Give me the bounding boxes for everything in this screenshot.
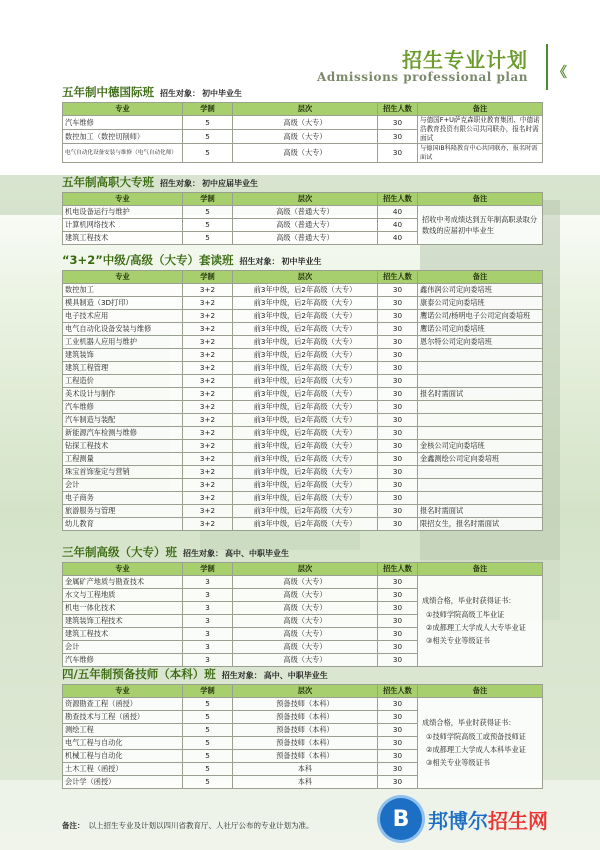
cell-level: 前3年中级，后2年高级（大专） <box>233 336 378 349</box>
cell-major: 工业机器人应用与维护 <box>63 336 183 349</box>
table-row <box>63 375 543 388</box>
cell-quota: 30 <box>378 763 418 776</box>
section-title: 五年制高职大专班 <box>62 175 154 189</box>
cell-quota: 30 <box>378 602 418 615</box>
cell-duration: 3+2 <box>183 336 233 349</box>
col-level: 层次 <box>233 193 378 206</box>
cell-note <box>418 375 543 388</box>
cell-quota: 30 <box>378 505 418 518</box>
table-row <box>63 505 543 518</box>
cell-major: 工程测量 <box>63 453 183 466</box>
cell-duration: 3+2 <box>183 284 233 297</box>
cell-level: 前3年中级，后2年高级（大专） <box>233 362 378 375</box>
cell-level: 前3年中级，后2年高级（大专） <box>233 375 378 388</box>
cell-quota: 40 <box>378 219 418 232</box>
col-note: 备注 <box>418 563 543 576</box>
cell-major: 电气自动化设备安装与维修（电气自动化师） <box>63 144 183 163</box>
section-title: 三年制高级（大专）班 <box>62 545 177 559</box>
col-quota: 招生人数 <box>378 271 418 284</box>
col-note: 备注 <box>418 271 543 284</box>
col-quota: 招生人数 <box>378 103 418 116</box>
table-row <box>63 144 543 163</box>
cell-duration: 3+2 <box>183 440 233 453</box>
cell-level: 高级（大专） <box>233 641 378 654</box>
cell-duration: 3+2 <box>183 414 233 427</box>
cell-duration: 5 <box>183 711 233 724</box>
table-row <box>63 492 543 505</box>
cell-note: 金核公司定向委培班 <box>418 440 543 453</box>
cell-major: 土木工程（函授） <box>63 763 183 776</box>
cell-level: 高级（大专） <box>233 615 378 628</box>
cell-major: 金属矿产地质与勘查技术 <box>63 576 183 589</box>
cell-quota: 30 <box>378 116 418 130</box>
page-title: 招生专业计划 <box>402 48 528 72</box>
cell-level: 预备技师（本科） <box>233 750 378 763</box>
cell-major: 钻探工程技术 <box>63 440 183 453</box>
cell-duration: 3+2 <box>183 401 233 414</box>
cell-level: 高级（大专） <box>233 589 378 602</box>
double-chevron-icon: 《 <box>553 65 567 81</box>
cell-quota: 30 <box>378 737 418 750</box>
cell-level: 前3年中级，后2年高级（大专） <box>233 284 378 297</box>
program-table <box>62 684 543 789</box>
footer-note <box>62 820 314 831</box>
table-row <box>63 401 543 414</box>
cell-quota: 30 <box>378 388 418 401</box>
cell-quota: 30 <box>378 776 418 789</box>
cell-quota: 30 <box>378 628 418 641</box>
cell-note: 招收中考成绩达到五年制高职录取分数线的应届初中毕业生 <box>418 206 543 245</box>
cell-level: 前3年中级，后2年高级（大专） <box>233 466 378 479</box>
cell-level: 预备技师（本科） <box>233 698 378 711</box>
section-target: 招生对象： 高中、中职毕业生 <box>221 671 328 680</box>
cell-quota: 30 <box>378 576 418 589</box>
header-divider <box>546 44 548 90</box>
cell-major: 幼儿教育 <box>63 518 183 531</box>
cell-duration: 3+2 <box>183 427 233 440</box>
note-line: ①技师学院高级工毕业证 <box>426 609 505 619</box>
col-level: 层次 <box>233 271 378 284</box>
cell-level: 前3年中级，后2年高级（大专） <box>233 388 378 401</box>
cell-quota: 30 <box>378 284 418 297</box>
col-major: 专业 <box>63 193 183 206</box>
cell-level: 高级（大专） <box>233 116 378 130</box>
section-pre-technician <box>62 664 542 789</box>
cell-major: 建筑装饰工程技术 <box>63 615 183 628</box>
section-3plus2 <box>62 250 542 531</box>
cell-quota: 30 <box>378 615 418 628</box>
table-row <box>63 388 543 401</box>
cell-note: 报名时需面试 <box>418 388 543 401</box>
cell-major: 珠宝首饰鉴定与营销 <box>63 466 183 479</box>
col-duration: 学制 <box>183 271 233 284</box>
page-subtitle: Admissions professional plan <box>317 70 528 84</box>
cell-major: 电气自动化设备安装与维修 <box>63 323 183 336</box>
cell-level: 高级（大专） <box>233 576 378 589</box>
cell-major: 模具制造（3D打印） <box>63 297 183 310</box>
cell-duration: 5 <box>183 144 233 163</box>
cell-duration: 5 <box>183 219 233 232</box>
cell-quota: 30 <box>378 375 418 388</box>
cell-quota: 30 <box>378 466 418 479</box>
cell-quota: 30 <box>378 336 418 349</box>
cell-level: 前3年中级，后2年高级（大专） <box>233 297 378 310</box>
cell-quota: 30 <box>378 750 418 763</box>
cell-duration: 3+2 <box>183 518 233 531</box>
section-target: 招生对象： 初中毕业生 <box>239 257 322 266</box>
cell-level: 预备技师（本科） <box>233 737 378 750</box>
cell-level: 本科 <box>233 776 378 789</box>
table-row <box>63 414 543 427</box>
table-row <box>63 310 543 323</box>
cell-major: 汽车制造与装配 <box>63 414 183 427</box>
table-row <box>63 297 543 310</box>
cell-level: 前3年中级，后2年高级（大专） <box>233 427 378 440</box>
col-note: 备注 <box>418 685 543 698</box>
cell-note: 鹰诺公司定向委培班 <box>418 323 543 336</box>
cell-level: 前3年中级，后2年高级（大专） <box>233 414 378 427</box>
cell-duration: 3 <box>183 615 233 628</box>
col-major: 专业 <box>63 271 183 284</box>
watermark-logo-icon: B <box>380 798 422 840</box>
cell-major: 机电一体化技术 <box>63 602 183 615</box>
cell-quota: 30 <box>378 440 418 453</box>
cell-quota: 30 <box>378 401 418 414</box>
cell-duration: 5 <box>183 130 233 144</box>
cell-quota: 30 <box>378 453 418 466</box>
note-line: ②成都理工大学成人大专毕业证 <box>426 622 526 632</box>
watermark-text: 邦博尔招生网 <box>428 808 548 833</box>
cell-quota: 30 <box>378 518 418 531</box>
col-note: 备注 <box>418 193 543 206</box>
note-line: 成绩合格，毕业时获得证书： <box>422 595 516 605</box>
cell-level: 前3年中级，后2年高级（大专） <box>233 349 378 362</box>
cell-level: 预备技师（本科） <box>233 724 378 737</box>
col-level: 层次 <box>233 685 378 698</box>
cell-duration: 5 <box>183 116 233 130</box>
cell-level: 高级（普通大专） <box>233 232 378 245</box>
cell-quota: 30 <box>378 479 418 492</box>
table-row <box>63 362 543 375</box>
cell-quota: 30 <box>378 414 418 427</box>
cell-major: 电子技术应用 <box>63 310 183 323</box>
cell-note: 鑫伟润公司定向委培班 <box>418 284 543 297</box>
col-level: 层次 <box>233 563 378 576</box>
cell-major: 会计 <box>63 641 183 654</box>
col-quota: 招生人数 <box>378 193 418 206</box>
cell-quota: 30 <box>378 362 418 375</box>
program-table <box>62 192 543 245</box>
cell-duration: 3+2 <box>183 492 233 505</box>
col-major: 专业 <box>63 563 183 576</box>
cell-duration: 3+2 <box>183 453 233 466</box>
col-level: 层次 <box>233 103 378 116</box>
footer-label: 备注： <box>62 821 85 830</box>
cell-note <box>418 401 543 414</box>
cell-major: 测绘工程 <box>63 724 183 737</box>
section-title: 五年制中德国际班 <box>62 85 154 99</box>
table-row <box>63 206 543 219</box>
cell-duration: 5 <box>183 737 233 750</box>
cell-quota: 30 <box>378 427 418 440</box>
cell-quota: 30 <box>378 589 418 602</box>
cell-level: 预备技师（本科） <box>233 711 378 724</box>
table-row <box>63 336 543 349</box>
cell-duration: 5 <box>183 232 233 245</box>
cell-quota: 30 <box>378 492 418 505</box>
cell-note <box>418 362 543 375</box>
cell-note <box>418 414 543 427</box>
cell-level: 高级（大专） <box>233 628 378 641</box>
cell-level: 前3年中级，后2年高级（大专） <box>233 453 378 466</box>
table-row <box>63 698 543 711</box>
cell-note <box>418 492 543 505</box>
cell-major: 机械工程与自动化 <box>63 750 183 763</box>
cell-duration: 3 <box>183 641 233 654</box>
cell-duration: 3 <box>183 628 233 641</box>
section-title: “3+2”中级/高级（大专）套读班 <box>62 253 234 267</box>
section-target: 招生对象： 初中应届毕业生 <box>160 179 258 188</box>
cell-duration: 5 <box>183 698 233 711</box>
col-duration: 学制 <box>183 563 233 576</box>
cell-quota: 40 <box>378 232 418 245</box>
col-duration: 学制 <box>183 685 233 698</box>
table-row <box>63 284 543 297</box>
cell-quota: 30 <box>378 724 418 737</box>
cell-level: 本科 <box>233 763 378 776</box>
cell-level: 前3年中级，后2年高级（大专） <box>233 401 378 414</box>
cell-duration: 5 <box>183 724 233 737</box>
cell-major: 汽车维修 <box>63 116 183 130</box>
footer-text: 以上招生专业及计划以四川省教育厅、人社厅公布的专业计划为准。 <box>88 821 314 830</box>
cell-duration: 5 <box>183 206 233 219</box>
cell-level: 前3年中级，后2年高级（大专） <box>233 310 378 323</box>
cell-duration: 3+2 <box>183 388 233 401</box>
cell-major: 建筑工程技术 <box>63 232 183 245</box>
cell-major: 勘查技术与工程（函授） <box>63 711 183 724</box>
cell-note: 报名时需面试 <box>418 505 543 518</box>
table-row <box>63 116 543 130</box>
cell-note <box>418 466 543 479</box>
cell-duration: 3+2 <box>183 479 233 492</box>
cell-level: 前3年中级，后2年高级（大专） <box>233 492 378 505</box>
cell-major: 数控加工（数控切削师） <box>63 130 183 144</box>
cell-duration: 3+2 <box>183 323 233 336</box>
cell-major: 旅游服务与管理 <box>63 505 183 518</box>
cell-quota: 30 <box>378 130 418 144</box>
cell-major: 数控加工 <box>63 284 183 297</box>
cell-level: 高级（大专） <box>233 130 378 144</box>
section-five-year-college <box>62 172 542 245</box>
section-target: 招生对象： 初中毕业生 <box>160 89 242 98</box>
cell-level: 高级（普通大专） <box>233 206 378 219</box>
cell-quota: 30 <box>378 698 418 711</box>
cell-quota: 30 <box>378 711 418 724</box>
cell-major: 资源勘查工程（函授） <box>63 698 183 711</box>
col-major: 专业 <box>63 103 183 116</box>
cell-major: 机电设备运行与维护 <box>63 206 183 219</box>
cell-note <box>418 479 543 492</box>
cell-note: 恩尔特公司定向委培班 <box>418 336 543 349</box>
program-table <box>62 102 543 163</box>
cell-duration: 3 <box>183 602 233 615</box>
cell-major: 电子商务 <box>63 492 183 505</box>
cell-quota: 30 <box>378 654 418 667</box>
table-row <box>63 427 543 440</box>
cell-level: 高级（普通大专） <box>233 219 378 232</box>
cell-duration: 3+2 <box>183 505 233 518</box>
table-row <box>63 518 543 531</box>
cell-level: 前3年中级，后2年高级（大专） <box>233 479 378 492</box>
cell-level: 前3年中级，后2年高级（大专） <box>233 440 378 453</box>
cell-major: 新能源汽车检测与维修 <box>63 427 183 440</box>
program-table <box>62 562 543 667</box>
cell-major: 美术设计与制作 <box>63 388 183 401</box>
cell-major: 计算机网络技术 <box>63 219 183 232</box>
cell-note: 与德国F+U萨克森职业教育集团、中德诺浩教育投资有限公司共同联办，报名时需面试 <box>418 116 543 144</box>
cell-quota: 30 <box>378 323 418 336</box>
note-line: ②成都理工大学成人本科毕业证 <box>426 744 526 754</box>
note-line: ③相关专业等级证书 <box>426 757 490 767</box>
col-duration: 学制 <box>183 103 233 116</box>
table-row <box>63 440 543 453</box>
cell-quota: 40 <box>378 206 418 219</box>
cell-major: 会计 <box>63 479 183 492</box>
cell-level: 高级（大专） <box>233 144 378 163</box>
cell-major: 汽车维修 <box>63 401 183 414</box>
cell-note: 限招女生，报名时需面试 <box>418 518 543 531</box>
cell-major: 水文与工程地质 <box>63 589 183 602</box>
cell-quota: 30 <box>378 297 418 310</box>
table-row <box>63 576 543 589</box>
note-line: 成绩合格，毕业时获得证书： <box>422 717 516 727</box>
cell-level: 前3年中级，后2年高级（大专） <box>233 323 378 336</box>
cell-duration: 5 <box>183 776 233 789</box>
cell-note <box>418 349 543 362</box>
cell-quota: 30 <box>378 310 418 323</box>
table-row <box>63 349 543 362</box>
cell-note <box>418 576 543 667</box>
cell-duration: 3+2 <box>183 310 233 323</box>
col-quota: 招生人数 <box>378 685 418 698</box>
cell-duration: 3 <box>183 589 233 602</box>
cell-duration: 5 <box>183 763 233 776</box>
cell-note: 金鑫测绘公司定向委培班 <box>418 453 543 466</box>
section-three-year-senior <box>62 542 542 667</box>
cell-major: 会计学（函授） <box>63 776 183 789</box>
cell-duration: 3+2 <box>183 349 233 362</box>
cell-duration: 5 <box>183 750 233 763</box>
cell-quota: 30 <box>378 349 418 362</box>
program-table <box>62 270 543 531</box>
cell-note: 与德国IB科隆教育中心共同联办，报名时需面试 <box>418 144 543 163</box>
cell-note: 鹰诺公司/杨明电子公司定向委培班 <box>418 310 543 323</box>
cell-duration: 3 <box>183 576 233 589</box>
cell-level: 高级（大专） <box>233 654 378 667</box>
cell-quota: 30 <box>378 641 418 654</box>
cell-quota: 30 <box>378 144 418 163</box>
table-row <box>63 466 543 479</box>
cell-level: 前3年中级，后2年高级（大专） <box>233 505 378 518</box>
note-line: ①技师学院高级工或预备技师证 <box>426 731 526 741</box>
cell-duration: 3+2 <box>183 375 233 388</box>
cell-note <box>418 698 543 789</box>
cell-note: 康泰公司定向委培班 <box>418 297 543 310</box>
note-line: ③相关专业等级证书 <box>426 635 490 645</box>
cell-level: 高级（大专） <box>233 602 378 615</box>
section-target: 招生对象： 高中、中职毕业生 <box>183 549 289 558</box>
cell-duration: 3 <box>183 654 233 667</box>
table-row <box>63 453 543 466</box>
section-title: 四/五年制预备技师（本科）班 <box>62 667 216 681</box>
cell-note <box>418 427 543 440</box>
table-row <box>63 323 543 336</box>
watermark <box>380 795 580 843</box>
cell-duration: 3+2 <box>183 297 233 310</box>
col-note: 备注 <box>418 103 543 116</box>
col-duration: 学制 <box>183 193 233 206</box>
cell-major: 电气工程与自动化 <box>63 737 183 750</box>
cell-major: 建筑工程管理 <box>63 362 183 375</box>
cell-major: 工程造价 <box>63 375 183 388</box>
col-major: 专业 <box>63 685 183 698</box>
cell-major: 建筑装饰 <box>63 349 183 362</box>
table-row <box>63 479 543 492</box>
cell-duration: 3+2 <box>183 362 233 375</box>
cell-major: 建筑工程技术 <box>63 628 183 641</box>
col-quota: 招生人数 <box>378 563 418 576</box>
cell-duration: 3+2 <box>183 466 233 479</box>
cell-level: 前3年中级，后2年高级（大专） <box>233 518 378 531</box>
section-sino-german <box>62 82 542 163</box>
cell-major: 汽车维修 <box>63 654 183 667</box>
